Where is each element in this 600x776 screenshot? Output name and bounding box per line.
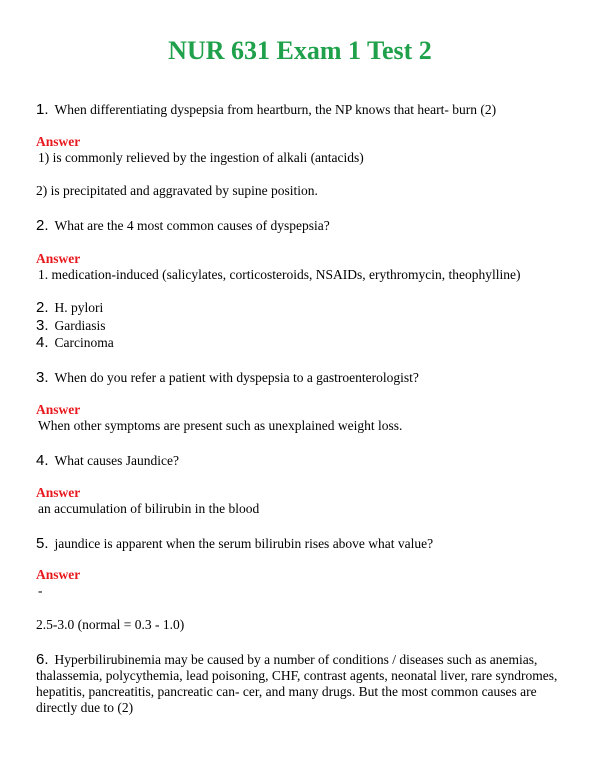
question-number: 4. — [36, 452, 49, 469]
list-text: Gardiasis — [54, 318, 106, 333]
answer-line: 1. medication-induced (salicylates, corticosteroids, NSAIDs, erythromycin, theophylline) — [38, 267, 521, 282]
question-number: 5. — [36, 535, 49, 552]
question-5 — [36, 536, 433, 552]
list-item — [36, 318, 106, 334]
list-number: 4. — [36, 334, 49, 351]
answer-label: Answer — [36, 134, 81, 149]
answer-dash: - — [38, 583, 43, 598]
answer-label: Answer — [36, 251, 81, 266]
list-number: 3. — [36, 317, 49, 334]
question-text: When differentiating dyspepsia from heartburn, the NP knows that heart- burn (2) — [54, 102, 497, 117]
page-title: NUR 631 Exam 1 Test 2 — [168, 36, 432, 65]
question-2 — [36, 218, 330, 234]
question-3 — [36, 370, 419, 386]
question-text: What are the 4 most common causes of dyspepsia? — [54, 218, 330, 233]
answer-line: 2) is precipitated and aggravated by supine position. — [36, 183, 318, 198]
list-number: 2. — [36, 299, 49, 316]
question-4 — [36, 453, 179, 469]
list-text: H. pylori — [54, 300, 104, 315]
answer-line: 2.5-3.0 (normal = 0.3 - 1.0) — [36, 617, 185, 632]
answer-label: Answer — [36, 402, 81, 417]
answer-label: Answer — [36, 485, 81, 500]
question-text: Hyperbilirubinemia may be caused by a number of conditions / diseases such as anemias, thalassemia, polycythemia, lead poisoning, CHF, contrast agents, neonatal liver, rare syndromes, hepatitis, pancreatitis, pancreatic can- cer, and many drugs. But the most common causes are directly due to (2) — [36, 652, 558, 715]
list-item — [36, 335, 114, 351]
question-text: What causes Jaundice? — [54, 453, 179, 468]
answer-line: 1) is commonly relieved by the ingestion of alkali (antacids) — [38, 150, 364, 165]
answer-label: Answer — [36, 567, 81, 582]
question-number: 2. — [36, 217, 49, 234]
question-text: When do you refer a patient with dyspepsia to a gastroenterologist? — [54, 370, 419, 385]
question-number: 3. — [36, 369, 49, 386]
list-item — [36, 300, 103, 316]
question-text: jaundice is apparent when the serum bilirubin rises above what value? — [54, 536, 434, 551]
answer-line: When other symptoms are present such as unexplained weight loss. — [38, 418, 403, 433]
question-number: 6. — [36, 651, 49, 668]
answer-line: an accumulation of bilirubin in the blood — [38, 501, 260, 516]
list-text: Carcinoma — [54, 335, 114, 350]
question-1 — [36, 102, 496, 118]
question-6 — [36, 652, 566, 716]
question-number: 1. — [36, 101, 49, 118]
